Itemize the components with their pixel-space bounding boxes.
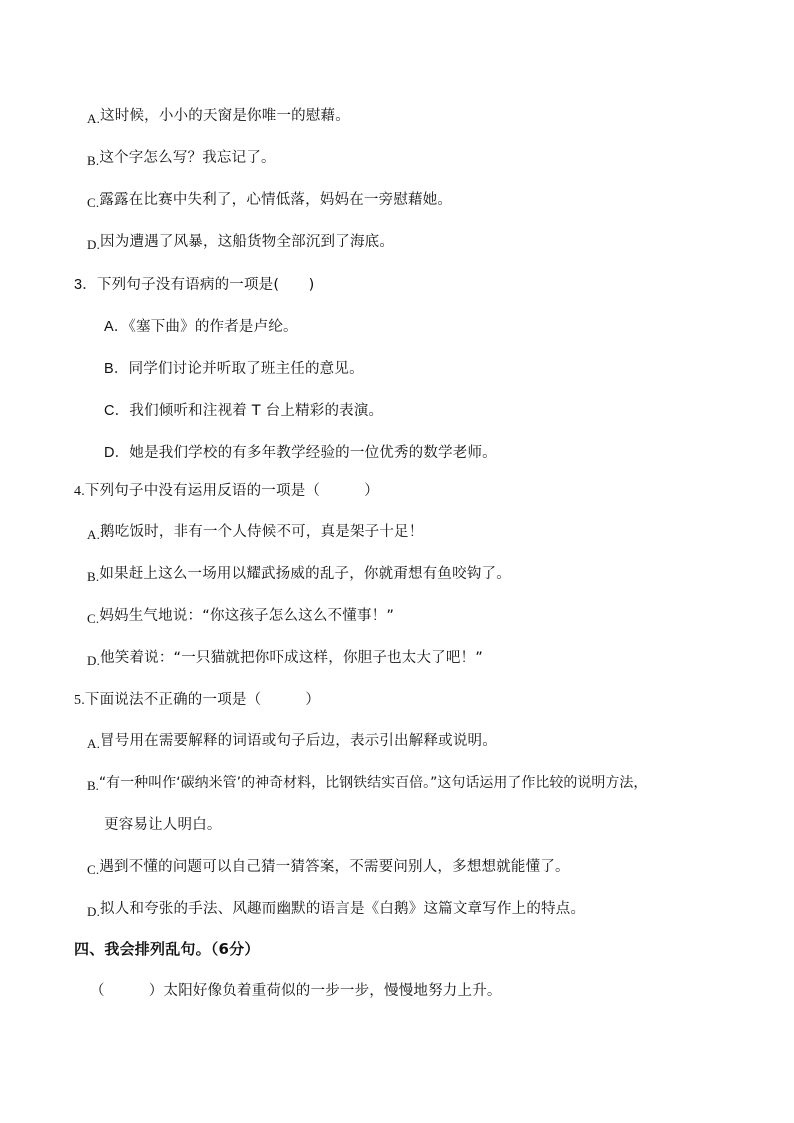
q2-option-a: A.这时候，小小的天窗是你唯一的慰藉。 [87,108,350,126]
q3-option-c: C．我们倾听和注视着 T 台上精彩的表演。 [104,403,384,419]
q4-option-b: B.如果赶上这么一场用以耀武扬威的乱子，你就甭想有鱼咬钩了。 [87,566,511,584]
q5-option-c: C.遇到不懂的问题可以自己猜一猜答案，不需要问别人，多想想就能懂了。 [87,859,570,877]
q2-option-c: C.露露在比赛中失利了，心情低落，妈妈在一旁慰藉她。 [87,192,453,210]
q4-option-d: D.他笑着说：“一只猫就把你吓成这样，你胆子也太大了吧！” [87,650,483,668]
q4-option-c: C.妈妈生气地说：“你这孩子怎么这么不懂事！” [87,608,395,626]
q2-option-d: D.因为遭遇了风暴，这船货物全部沉到了海底。 [87,234,395,252]
q3-option-b: B．同学们讨论并听取了班主任的意见。 [104,361,364,377]
q5-option-d: D.拟人和夸张的手法、风趣而幽默的语言是《白鹅》这篇文章写作上的特点。 [87,901,586,919]
q2-option-b: B.这个字怎么写？我忘记了。 [87,150,276,168]
q5-option-a: A.冒号用在需要解释的词语或句子后边，表示引出解释或说明。 [87,733,497,751]
q5-option-b-continuation: 更容易让人明白。 [104,817,222,833]
q3-option-a: A．《塞下曲》的作者是卢纶。 [104,319,298,335]
q5-option-b: B.“有一种叫作‘碳纳米管’的神奇材料，比钢铁结实百倍。”这句话运用了作比较的说明方法， [87,775,648,793]
q4-option-a: A.鹅吃饭时，非有一个人侍候不可，真是架子十足！ [87,524,424,542]
q4-stem: 4.下列句子中没有运用反语的一项是（ ） [74,483,379,499]
section-4-item-1: （ ）太阳好像负着重荷似的一步一步，慢慢地努力上升。 [90,983,502,999]
q3-option-d: D．她是我们学校的有多年教学经验的一位优秀的数学老师。 [104,445,497,461]
q3-stem: 3．下列句子没有语病的一项是( ) [74,277,315,293]
q5-stem: 5.下面说法不正确的一项是（ ） [74,692,321,708]
section-4-title: 四、我会排列乱句。（6分） [74,940,260,958]
